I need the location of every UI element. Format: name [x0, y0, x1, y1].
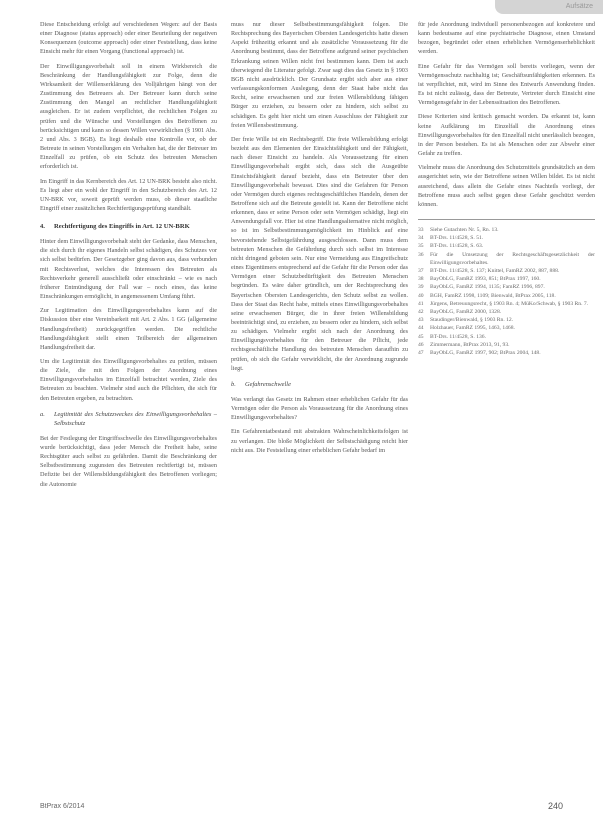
- footnote-text: BayObLG, FamRZ 2000, 1328.: [430, 309, 502, 315]
- footnote: [418, 292, 595, 300]
- footnote-number: 34: [418, 235, 424, 242]
- column-left: [40, 20, 217, 792]
- paragraph: Diese Entscheidung erfolgt auf verschiedenen Wegen: auf der Basis einer Diagnose (status approach) oder einer Beurteilung der negativen Konsequenzen (outcome approach) oder einer Feststellung, dass keine Einsicht mehr für einen Vorgang (functional approach) ist.: [40, 21, 217, 56]
- footnote: [418, 300, 595, 308]
- paragraph: muss nur dieser Selbstbestimmungsfähigkeit folgen. Die Rechtsprechung des Bayerischen Obersten Landesgerichts hatte diesen Aspekt frühzeitig erkannt und als zusätzliche Voraussetzung für die Anordnung bestimmt, dass der Betroffene aufgrund seiner psychischen Erkrankung seinen Willen nicht frei bestimmen kann. Dem ist auch überwiegend die Literatur gefolgt. Zwar sagt dies das Gesetz in § 1903 BGB nicht ausdrücklich. Der Grundsatz ergibt sich aber aus einer verfassungskonformen Auslegung, denn der Staat habe nicht das Recht, seine erwachsenen und zur freien Willensbildung fähigen Bürger zu erziehen, zu bessern oder zu hindern, sich selbst zu schädigen. Es geht hier nicht um einen Ausschluss der Fähigkeit zur freien Willensbestimmung.: [231, 21, 408, 129]
- footnote-text: Zimmermann, BtPrax 2013, 91, 93.: [430, 341, 510, 348]
- footnote-text: BT-Drs. 11/4528, S. 137; Knittel, FamRZ 2002, 887, 888.: [430, 267, 560, 274]
- paragraph: Ein Gefahrentatbestand mit abstrakten Wahrscheinlichkeitsfolgen ist zu verlangen. Die bloße Möglichkeit der Selbstschädigung reicht hier nicht aus. Die Feststellung einer erheblichen Gefahr bedarf im: [231, 428, 408, 454]
- column-middle: [231, 20, 408, 792]
- footnote-text: BayObLG, FamRZ 1997, 902; BtPrax 2004, 148.: [430, 350, 541, 357]
- paragraph: für jede Anordnung individuell personenbezogen auf konkretere und kann bedeutsame auf eine psychiatrische Diagnose, einen Umstand bezogen, begründet oder einen erheblichen Vermögenserheblichkeit werden.: [418, 21, 595, 56]
- footnote-divider: [418, 219, 595, 220]
- footnote: [418, 226, 595, 234]
- section-heading-title: Rechtfertigung des Eingriffs in Art. 12 UN-BRK: [54, 223, 190, 231]
- subsection-heading-title: Gefahrenschwelle: [245, 380, 291, 388]
- footnote-number: 42: [418, 309, 424, 315]
- section-heading-number: 4.: [40, 223, 45, 231]
- footnote-number: 43: [418, 317, 424, 324]
- paragraph: Eine Gefahr für das Vermögen soll bereits vorliegen, wenn der Vermögensschutz nachhaltig ist; Geschäftsunfähigkeiten erkennen. Es ist verpflichtet, mit, wird im Sinne des Entwurfs Anwendung finden. Es ist nicht zulässig, dass der Betreute, Vertreter durch Einsicht eine Vermögensgefahr in der Lebenssituation des Betroffenen.: [418, 62, 595, 107]
- footnote-text: Für die Umsetzung der Rechtsgeschäftsgesetzlichkeit der Einwilligungsvorbehaltes.: [430, 251, 595, 266]
- footnote-number: 47: [418, 350, 424, 357]
- footnote-text: BT-Drs. 11/4528, S. 136.: [430, 333, 486, 340]
- paragraph: Diese Kriterien sind kritisch gemacht worden. Da erkannt ist, kann keine Aufklärung im Einzelfall die Anordnung eines Einwilligungsvorbehaltes für den Einzelfall nicht unerlässlich bezogen, in der Person bestehen. Es ist als Menschen oder zur Abwehr einer Gefahr zu treffen.: [418, 113, 595, 158]
- footnote: [418, 316, 595, 324]
- footnote-text: Jürgens, Betreuungsrecht, § 1903 Rn. 4; MüKo/Schwab, § 1903 Rn. 7.: [430, 300, 589, 307]
- column-right: [418, 20, 595, 792]
- subsection-heading: [40, 410, 217, 428]
- paragraph: Der freie Wille ist ein Rechtsbegriff. Die freie Willensbildung erfolgt bezieht aus den Elementen der Einsichtsfähigkeit und der Fähigkeit, nach dieser Einsicht zu handeln. Als Voraussetzung für einen Einwilligungsvorbehalt ergibt sich, dass sich die Ausgeübte Einsichtsfähigkeit darauf bezieht, dass ein Betreuter über den Einwilligungsvorbehalt bewusst. Dies sind die Gefahren für Person oder Vermögen durch eigenes rechtsgeschäftliches Handeln, denen der Betroffene sich auf die Betreute gestellt ist. Kann der Betroffene nicht erkennen, dass er seine Person oder sein Vermögen schädigt, liegt ein Anwendungsfall vor. Hier ist eine Handlungsalternative nicht möglich, so ist im Selbstbestimmungsmöglichkeit im Hinblick auf eine bevorstehende Selbstgefährdung ausgeschlossen. Dann muss dem betreuten Menschen die Gefährdung durch sich selbst im Interesse nicht dringend geboten sein. Nur eine Vermeidung aus Eingreifschutz eines Eigentümers entsprechend auf die Gefahr für die Person oder das Vermögen einer Schutzbedürftigkeit des Betreuten Menschen begründen. Es wäre daher gründlich, um der Rechtsprechung des Bayerischen Obersten Landesgerichts, den Schutz selbst zu wollen. Dass der Staat das Recht habe, mittels eines Einwilligungsvorbehaltes seine erwachsenen Bürger, die in ihrer freien Willensbildung beeinträchtigt sind, zu erziehen, zu bessern oder zu hindern, sich selbst zu schädigen. Vielmehr ergibt sich nach der Anordnung des Einwilligungsvorbehaltes für den Betreuer die Pflicht, jede rechtsgeschäftliche Handlung des betreuten Menschen daraufhin zu prüfen, ob sich die Gefahr verwirklicht, die der Anordnung zugrunde liegt.: [231, 135, 408, 372]
- paragraph: Der Einwilligungsvorbehalt soll in einem Wirkbereich die Beschränkung der Handlungsfähigkeit zur Folge, denn die Wirksamkeit der Willenserklärung des Volljährigen hängt von der Zustimmung des Betreuers ab. Der Betreuer kann durch seine Zustimmung den Mangel an rechtlicher Handlungsfähigkeit ausgleichen. Er ist zudem verpflichtet, die rechtlichen Folgen zu prüfen und die Wünsche und Vorstellungen des Betroffenen zu berücksichtigen und kann so dessen Willen verwirklichen (§ 1901 Abs. 2 und Abs. 3 BGB). Es liegt deshalb eine Kontrolle vor, ob der Betreute in seinen Vorstellungen ein Verhalten hat, die der Betreuer im Einzelfall zu prüfen, ob ein Schutz des betreuten Menschen erforderlich ist.: [40, 62, 217, 171]
- footnote-text: BT-Drs. 11/4528, S. 63.: [430, 243, 484, 250]
- footnote-text: Holzhauer, FamRZ 1995, 1463, 1468.: [430, 325, 515, 332]
- footnote-text: BT-Drs. 11/4528, S. 51.: [430, 235, 484, 242]
- footnote: [418, 341, 595, 349]
- paragraph: Was verlangt das Gesetz im Rahmen einer erheblichen Gefahr für das Vermögen oder die Person als Voraussetzung für die Anordnung eines Einwilligungsvorbehaltes?: [231, 395, 408, 422]
- footnote-number: 40: [418, 292, 424, 299]
- footnote-number: 36: [418, 251, 424, 258]
- section-tab-label: Aufsätze: [565, 3, 593, 10]
- footnote-number: 46: [418, 341, 424, 348]
- footnote-number: 41: [418, 300, 424, 307]
- footnote: [418, 349, 595, 357]
- footnote: [418, 242, 595, 250]
- footnote-number: 37: [418, 267, 424, 274]
- footnote-number: 35: [418, 243, 424, 250]
- paragraph: Vielmehr muss die Anordnung des Schutzmittels grundsätzlich an dem ausgerichtet sein, wie der Betroffene seinen Willen bildet. Es ist nicht ausreichend, dass allein die Gefahr eines Nachteils vorliegt, der Betroffene muss auch selbst gegen diese Gefahr geschützt werden können.: [418, 164, 595, 208]
- paragraph: Zur Legitimation des Einwilligungsvorbehaltes kann auf die Diskussion über eine Vereinbarkeit mit Art. 2 Abs. 1 GG (allgemeine Handlungsfreiheit) zurückgegriffen werden. Die rechtliche Handlungsfähigkeit stellt einen Teilbereich der allgemeinen Handlungsfreiheit dar.: [40, 307, 217, 351]
- footnote: [418, 308, 595, 316]
- page-number: 240: [547, 801, 563, 811]
- subsection-heading-number: b.: [231, 380, 236, 388]
- footnote-number: 33: [418, 226, 424, 233]
- footnote-list: [418, 226, 595, 357]
- subsection-heading: [231, 380, 408, 389]
- footnote-text: BGH, FamRZ 1998, 1109; Bienwald, BtPrax 2005, 118.: [430, 292, 556, 299]
- section-tab: [495, 0, 603, 14]
- paragraph: Hinter dem Einwilligungsvorbehalt steht der Gedanke, dass Menschen, die sich durch ihr eigenes Handeln selbst schädigen, des Schutzes vor sich selbst bedürfen. Der Gesetzgeber ging davon aus, dass verbunden mit Rechtsverlust, welches die Interessen des Betreuten als Rechtsverkehr generell ausschließt oder einschränkt – wie es nach früherer Entmündigung der Fall war – noch eines, das keine Einschränkungen ermöglicht, in angemessenem Umfang führt.: [40, 238, 217, 301]
- footnote: [418, 251, 595, 267]
- footnote: [418, 234, 595, 242]
- footnote: [418, 283, 595, 291]
- paragraph: Im Eingriff in das Kernbereich des Art. 12 UN-BRK besteht also nicht. Es liegt aber ein wohl der Eingriff in den Schutzbereich des Art. 12 UN-BRK vor, soweit geprüft werden muss, ob dieser staatliche Eingriff einer zusätzlichen Rechtfertigungsprüfung standhält.: [40, 177, 217, 212]
- footnote-text: Siehe Gutachten Nr. 5, Rn. 13.: [430, 226, 499, 233]
- footnote-text: BayObLG, FamRZ 1993, 851; BtPrax 1997, 160.: [430, 276, 541, 283]
- footnote-number: 44: [418, 325, 424, 332]
- section-heading: [40, 222, 217, 231]
- footnote-number: 38: [418, 276, 424, 283]
- paragraph: Bei der Festlegung der Eingriffsschwelle des Einwilligungsvorbehaltes wurde berücksichtigt, dass jeder Mensch die Freiheit habe, seine Rechtsgüter auch selbst zu gefährden. Damit die Beschränkung der Selbstbestimmung zugunsten des Betreuten rechtfertigt ist, müssen Defizite bei der Willensbildungsfähigkeit des Betroffenen vorliegen; die Autonomie: [40, 434, 217, 488]
- footnote-text: Staudinger/Bienwald, § 1903 Rn. 12.: [430, 317, 514, 324]
- footnote: [418, 333, 595, 341]
- footnote-text: BayObLG, FamRZ 1994, 1135; FamRZ 1996, 897.: [430, 284, 545, 291]
- footnote-number: 45: [418, 333, 424, 340]
- subsection-heading-number: a.: [40, 410, 45, 418]
- footnote-number: 39: [418, 284, 424, 291]
- footnote: [418, 275, 595, 283]
- subsection-heading-title: Legitimität des Schutzzweckes des Einwilligungsvorbehaltes – Selbstschutz: [54, 410, 217, 427]
- footnote: [418, 324, 595, 332]
- journal-issue: BtPrax 6/2014: [40, 803, 85, 810]
- paragraph: Um die Legitimität des Einwilligungsvorbehaltes zu prüfen, müssen die Ziele, die mit den Folgen der Anordnung eines Einwilligungsvorbehaltes im Einzelfall betrachtet werden, Ziele des Betreuten zu beachten. Vielmehr sind auch die Pflichten, die sich für den Betreuten ergeben, zu betrachten.: [40, 358, 217, 402]
- footnote: [418, 267, 595, 275]
